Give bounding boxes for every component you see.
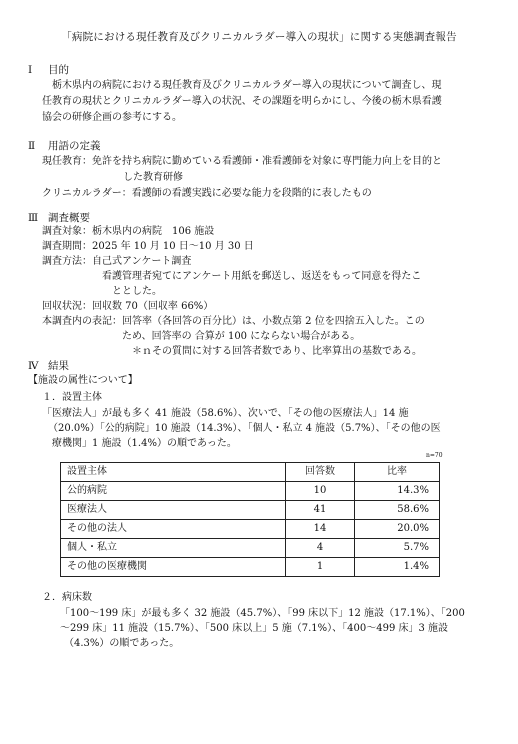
facility-attributes-subheading: 【施設の属性について】 [28,375,138,386]
table-cell-ratio: 1.4% [355,558,440,577]
table-cell-type: 公的病院 [61,482,286,501]
item-2-line: （4.3%）の順であった。 [64,638,180,649]
survey-method-row [42,254,502,269]
section-2-body [42,154,502,202]
table-row [61,539,440,558]
term-1-row [42,154,502,170]
section-3-number: Ⅲ [28,212,39,224]
section-4-number: Ⅳ [28,360,39,372]
item-2-body [60,606,510,651]
table-cell-type: その他の医療機関 [61,558,286,577]
table-cell-ratio: 14.3% [355,482,440,501]
term-1-definition-cont: した教育研修 [123,172,183,183]
notation-row [42,314,502,329]
table-row [61,520,440,539]
table-row [61,558,440,577]
section-1-number: Ⅰ [28,64,33,76]
term-2-row [42,186,502,202]
item-1-body [42,406,512,451]
table-cell-ratio: 58.6% [355,501,440,520]
table-cell-type: その他の法人 [61,520,286,539]
section-2-number: Ⅱ [28,140,36,152]
item-1-line: （20.0%）「公的病院」10 施設（14.3%）、「個人・私立 4 施設（5.7%）、「その他の医 [48,423,441,434]
item-2-line: 「100～199 床」が最も多く 32 施設（45.7%）、「99 床以下」12 施設（17.1%）、「200 [60,608,465,619]
survey-period-label: 調査期間： [42,241,92,252]
table-cell-count: 14 [286,520,355,539]
recovery-row [42,299,502,314]
survey-target-label: 調査対象： [42,226,92,237]
establishment-table [60,462,440,577]
survey-target-row [42,224,502,239]
item-1-title: １．設置主体 [42,392,102,403]
survey-method-label: 調査方法： [42,256,92,267]
survey-method-detail: 看護管理者宛てにアンケート用紙を郵送し、返送をもって同意を得たこ [102,271,422,282]
section-1-line: 任教育の現状とクリニカルラダー導入の状況、その課題を明らかにし、今後の栃木県看護 [42,96,442,107]
notation-text-cont: ため、回答率の 合算が 100 にならない場合がある。 [122,331,361,342]
notation-label: 本調査内の表記： [42,316,122,327]
table-cell-type: 医療法人 [61,501,286,520]
table-row [61,482,440,501]
section-1-heading [28,62,69,78]
survey-method-value: 自己式アンケート調査 [92,256,192,267]
table-cell-ratio: 20.0% [355,520,440,539]
table-row [61,501,440,520]
survey-target-value: 栃木県内の病院 106 施設 [92,226,215,237]
survey-period-value: 2025 年 10 月 10 日～10 月 30 日 [92,241,254,252]
table-cell-count: 10 [286,482,355,501]
table-cell-ratio: 5.7% [355,539,440,558]
term-1-label: 現任教育： [42,156,92,167]
recovery-value: 回収数 70（回収率 66%） [92,301,214,312]
notation-n-note: ＊ｎその質問に対する回答者数であり、比率算出の基数である。 [132,346,422,357]
section-4-heading [28,358,69,374]
section-3-body [42,224,502,359]
section-2-heading [28,138,101,154]
table-header-cell: 回答数 [286,463,355,482]
document-title: 「病院における現任教育及びクリニカルラダー導入の現状」に関する実態調査報告 [61,31,457,43]
table-header-row [61,463,440,482]
recovery-label: 回収状況： [42,301,92,312]
item-1-line: 療機関」1 施設（1.4%）の順であった。 [52,438,237,449]
term-1-definition: 免許を持ち病院に勤めている看護師・准看護師を対象に専門能力向上を目的と [92,156,442,167]
table-cell-count: 4 [286,539,355,558]
survey-method-detail-cont: ととした。 [112,286,162,297]
term-2-label: クリニカルラダー： [42,188,132,199]
table-cell-count: 41 [286,501,355,520]
notation-text: 回答率（各回答の百分比）は、小数点第 2 位を四捨五入した。この [122,316,425,327]
section-2-title: 用語の定義 [48,140,101,152]
section-1-line: 協会の研修企画の参考にする。 [42,112,182,123]
item-2-line: ～299 床」11 施設（15.7%）、「500 床以上」5 施（7.1%）、「400～499 床」3 施設 [60,623,449,634]
item-2-title: ２．病床数 [42,592,92,603]
table-cell-count: 1 [286,558,355,577]
section-4-title: 結果 [48,360,69,372]
item-1-line: 「医療法人」が最も多く 41 施設（58.6%）、次いで、「その他の医療法人」14 施 [42,408,409,419]
section-1-body [42,78,502,126]
section-1-line: 栃木県内の病院における現任教育及びクリニカルラダー導入の現状について調査し、現 [52,80,442,91]
section-3-title: 調査概要 [48,212,90,224]
section-1-title: 目的 [48,64,69,76]
table-header-cell: 比率 [355,463,440,482]
sample-size-note: n=70 [426,452,443,459]
table-cell-type: 個人・私立 [61,539,286,558]
table-header-cell: 設置主体 [61,463,286,482]
term-2-definition: 看護師の看護実践に必要な能力を段階的に表したもの [131,188,372,199]
survey-period-row [42,239,502,254]
